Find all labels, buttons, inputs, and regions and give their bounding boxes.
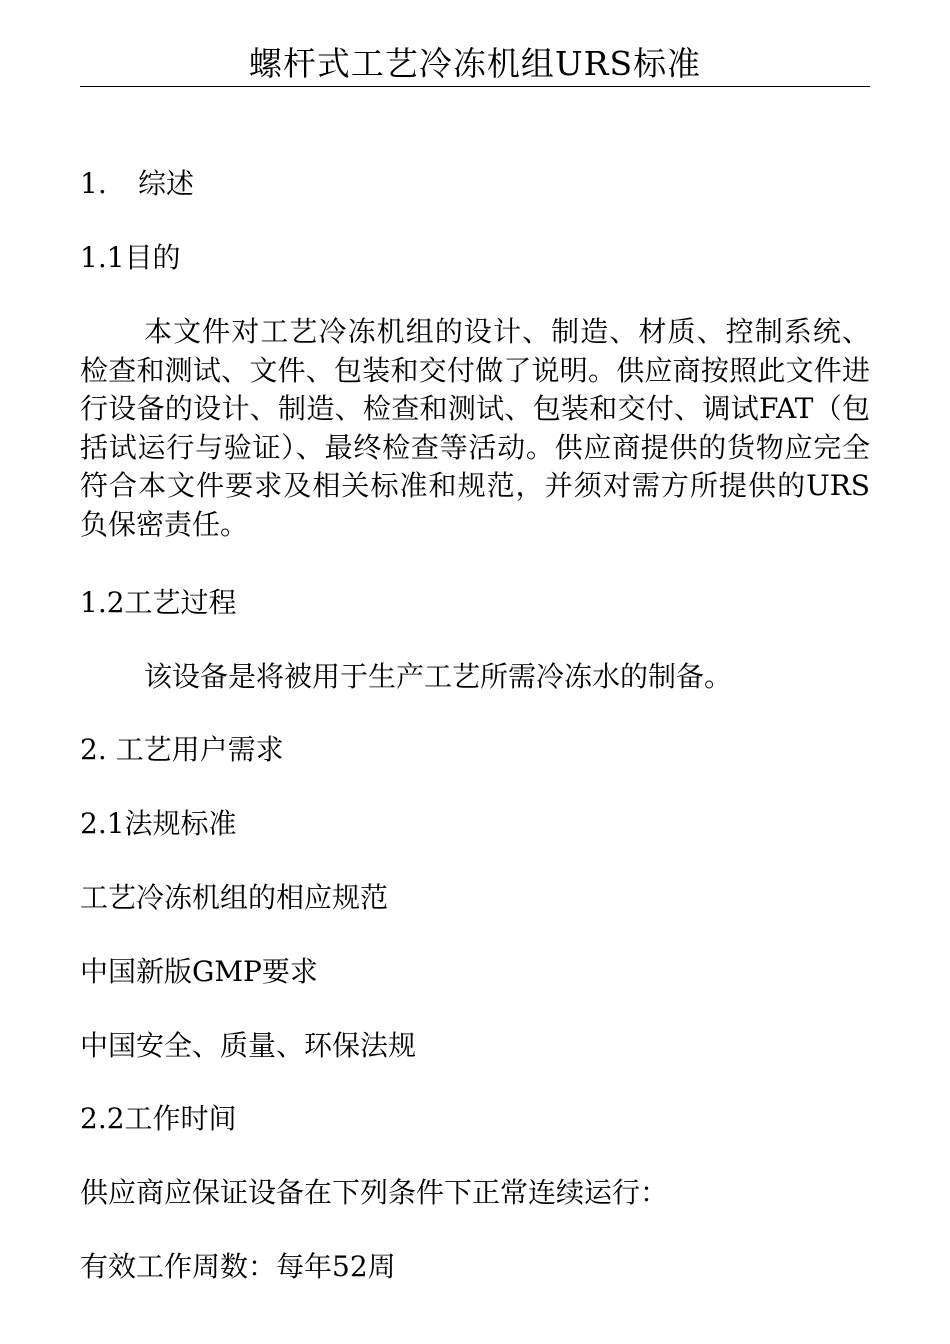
section-2-2-heading: 2.2工作时间 xyxy=(80,1102,237,1135)
section-2-heading: 2. 工艺用户需求 xyxy=(80,733,284,766)
list-item: 工艺冷冻机组的相应规范 xyxy=(80,881,389,914)
section-1-1-body: 本文件对工艺冷冻机组的设计、制造、材质、控制系统、检查和测试、文件、包装和交付做了说明。供应商按照此文件进行设备的设计、制造、检查和测试、包装和交付、调试FAT（包括试运行与验证）、最终检查等活动。供应商提供的货物应完全符合本文件要求及相关标准和规范，并须对需方所提供的URS负保密责任。 xyxy=(80,315,870,541)
section-1-1-heading: 1.1目的 xyxy=(80,241,181,274)
section-1-heading xyxy=(80,166,870,202)
section-1-number: 1. xyxy=(80,167,107,200)
list-item: 中国新版GMP要求 xyxy=(80,955,318,988)
list-item: 中国安全、质量、环保法规 xyxy=(80,1029,417,1062)
section-1-title: 综述 xyxy=(138,167,195,200)
list-item: 有效工作周数：每年52周 xyxy=(80,1250,396,1283)
section-2-2-intro: 供应商应保证设备在下列条件下正常连续运行： xyxy=(80,1176,669,1209)
section-1-2-body: 该设备是将被用于生产工艺所需冷冻水的制备。 xyxy=(144,660,733,693)
title-underline xyxy=(80,86,870,87)
document-title: 螺杆式工艺冷冻机组URS标准 xyxy=(248,44,702,83)
section-1-2-heading: 1.2工艺过程 xyxy=(80,586,237,619)
section-2-1-heading: 2.1法规标准 xyxy=(80,807,237,840)
